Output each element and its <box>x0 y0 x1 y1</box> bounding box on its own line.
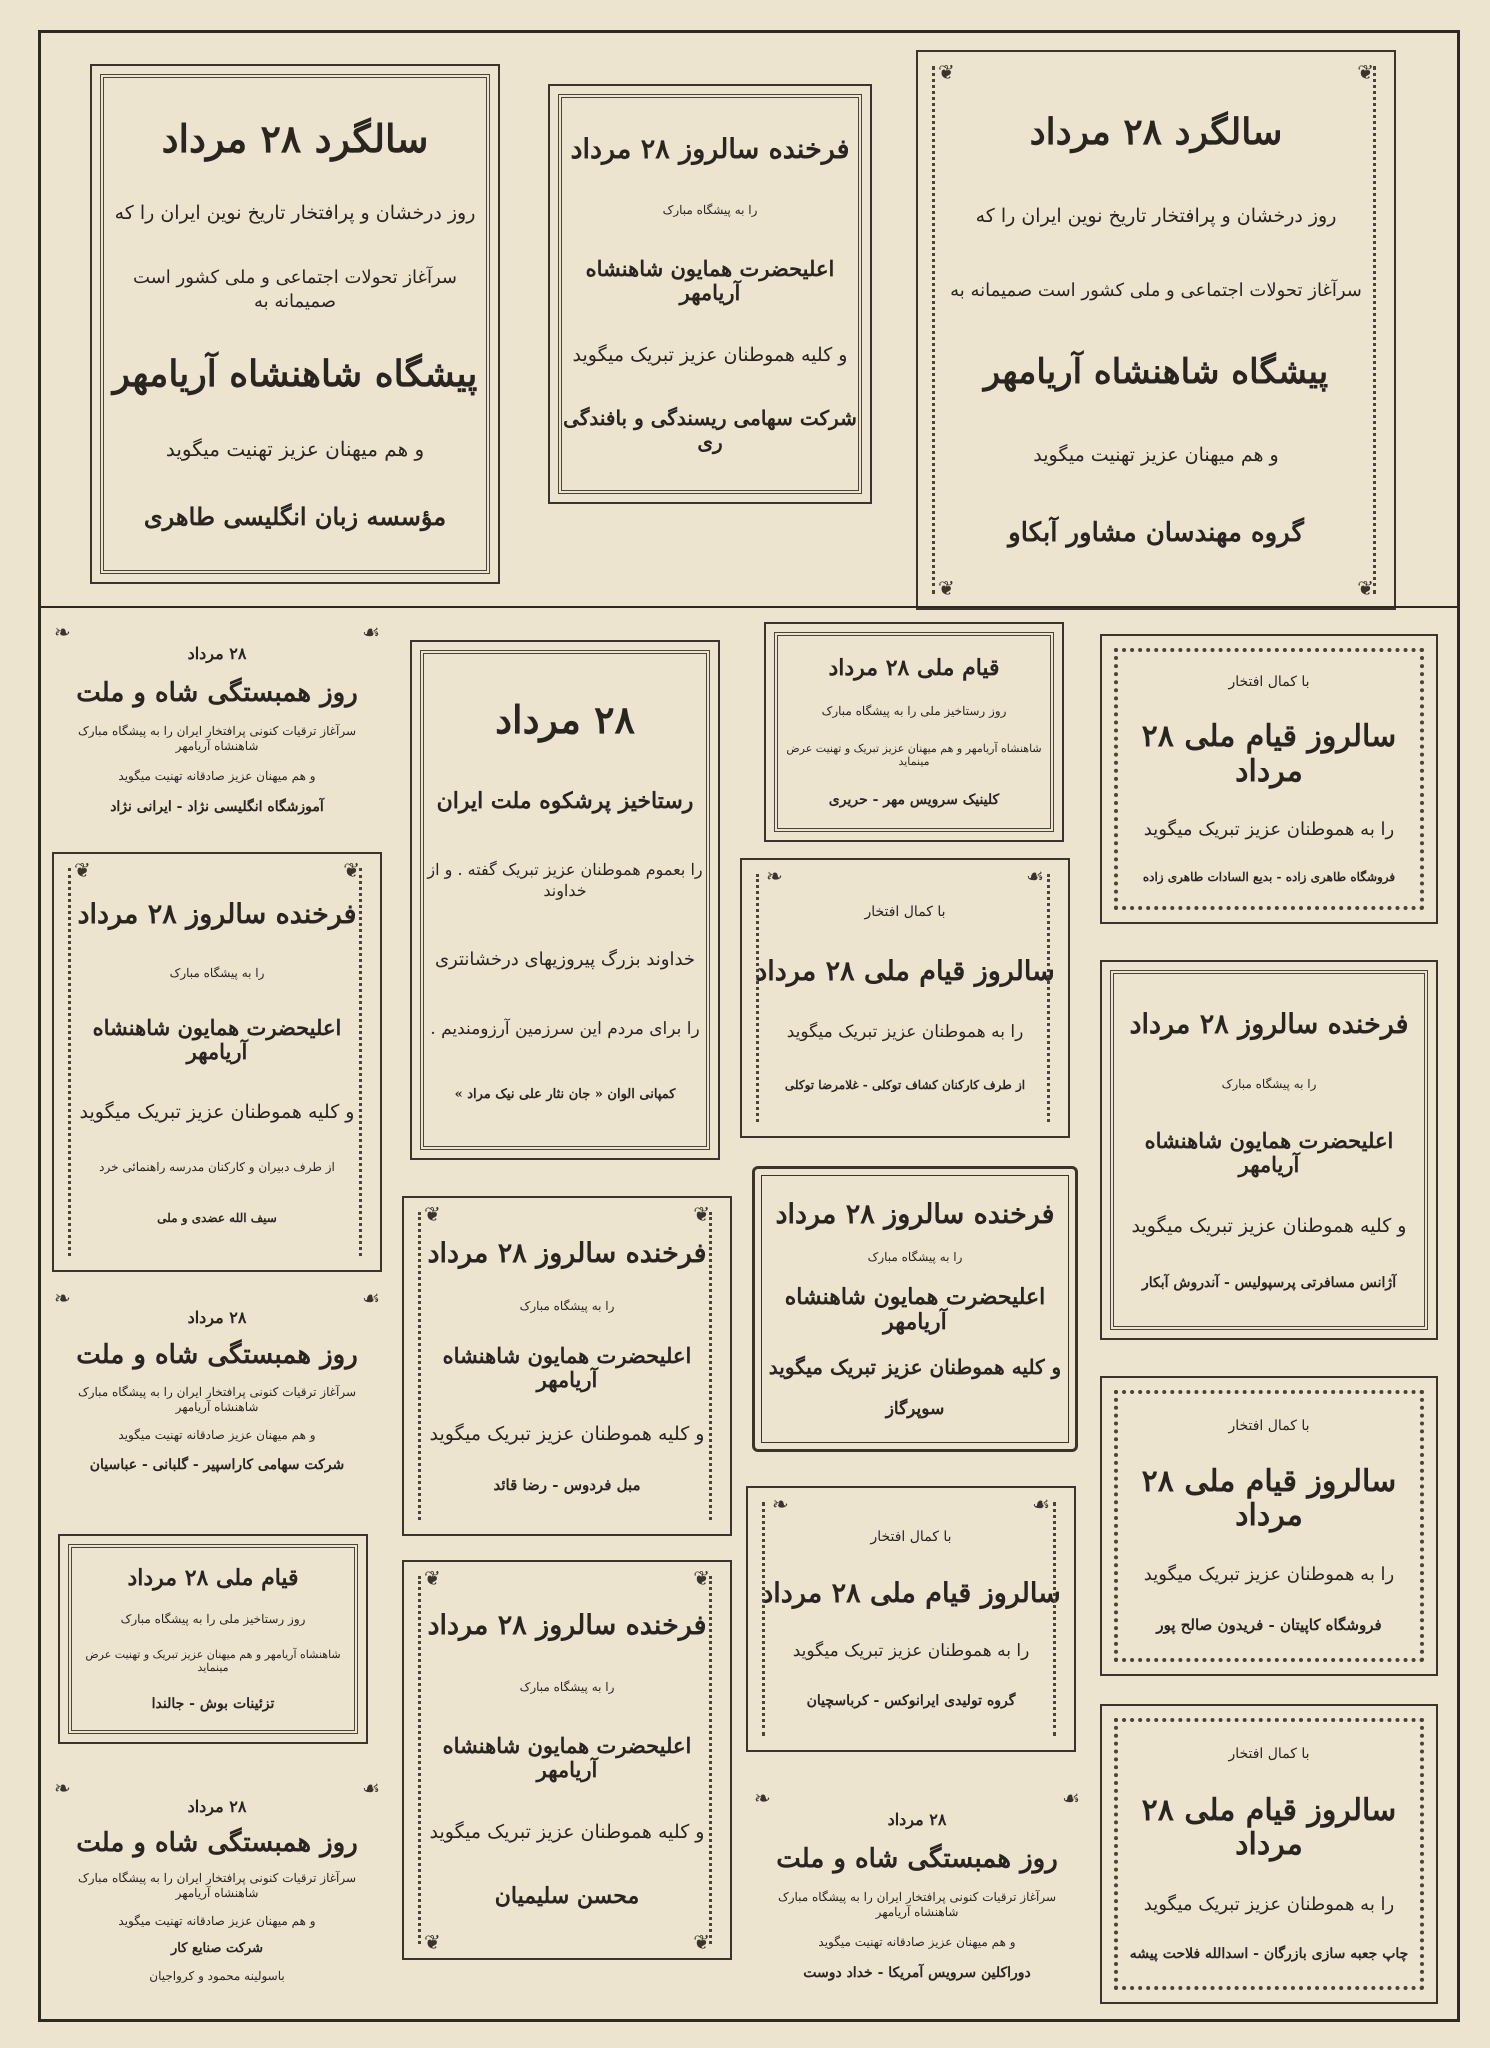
ad-headline: ۲۸ مرداد <box>495 697 635 743</box>
ad-text: سرآغاز ترقیات کنونی پرافتخار ایران را به پیشگاه مبارک شاهنشاه آریامهر <box>77 723 357 753</box>
ad-persepolis-travel <box>1100 960 1438 1340</box>
ad-text: سرآغاز ترقیات کنونی پرافتخار ایران را به پیشگاه مبارک شاهنشاه آریامهر <box>77 1384 357 1414</box>
ad-signature: گروه مهندسان مشاور آبکاو <box>1008 517 1304 548</box>
ad-headline: اعلیحضرت همایون شاهنشاه آریامهر <box>442 1732 692 1782</box>
ad-ferdows-furniture: ❦ ❦ فرخنده سالروز ۲۸ مرداد را به پیشگاه مبارک اعلیحضرت همایون شاهنشاه آریامهر و کلیه هموطنان عزیز تبریک میگوید مبل فردوس - رضا قائد <box>402 1196 732 1536</box>
ad-rey-spinning <box>548 84 872 504</box>
ad-headline: اعلیحضرت همایون شاهنشاه آریامهر <box>1144 1127 1394 1177</box>
ad-signature: مؤسسه زبان انگلیسی طاهری <box>143 502 447 532</box>
ad-text: را به هموطنان عزیز تبریک میگوید <box>1143 1564 1395 1586</box>
ad-headline: سالگرد ۲۸ مرداد <box>161 115 429 161</box>
ad-signature: چاپ جعبه سازی بازرگان - اسدالله فلاحت پیشه <box>1129 1945 1409 1962</box>
ad-text: و کلیه هموطنان عزیز تبریک میگوید <box>572 343 848 366</box>
ad-headline: رستاخیز پرشکوه ملت ایران <box>436 787 694 814</box>
ad-signature: از طرف کارکنان کشاف توکلی - غلامرضا توکلی <box>784 1077 1026 1092</box>
ad-signature: فروشگاه طاهری زاده - بدیع السادات طاهری زاده <box>1142 869 1396 884</box>
ad-date: ۲۸ مرداد <box>187 1308 247 1328</box>
ad-text: سرآغاز ترقیات کنونی پرافتخار ایران را به پیشگاه مبارک شاهنشاه آریامهر <box>777 1889 1057 1919</box>
ad-signature: شرکت سهامی کاراسپیر - گلبانی - عباسیان <box>89 1456 345 1473</box>
ad-text: را به هموطنان عزیز تبریک میگوید <box>1143 818 1395 840</box>
ad-text: سرآغاز تحولات اجتماعی و ملی کشور است صمیمانه به <box>133 267 457 312</box>
ad-headline: فرخنده سالروز ۲۸ مرداد <box>775 1199 1055 1231</box>
ad-text: را به پیشگاه مبارک <box>519 1680 615 1695</box>
ad-text: را بعموم هموطنان عزیز تبریک گفته . و از خداوند <box>427 860 703 900</box>
ad-signature: شرکت سهامی ریسندگی و بافندگی ری <box>563 405 857 454</box>
ad-karaspir-company: ❧ ☙ ۲۸ مرداد روز همبستگی شاه و ملت سرآغاز ترقیات کنونی پرافتخار ایران را به پیشگاه مبارک شاهنشاه آریامهر و هم میهنان عزیز صادقانه تهنیت میگوید شرکت سهامی کاراسپیر - گلبانی - عباسیان <box>54 1286 380 1473</box>
ad-headline: فرخنده سالروز ۲۸ مرداد <box>1129 1008 1409 1040</box>
ad-signature: سیف الله عضدی و ملی <box>157 1210 277 1225</box>
ad-taherizadeh-store <box>1100 634 1438 924</box>
column-rule <box>38 606 1460 608</box>
ad-alvan-company <box>410 640 720 1160</box>
ad-text: را به پیشگاه مبارک <box>1221 1076 1317 1091</box>
ad-text: و هم میهنان عزیز صادقانه تهنیت میگوید <box>118 1428 316 1443</box>
ad-text: را به پیشگاه مبارک <box>867 1250 963 1265</box>
ad-signature: تزئینات بوش - جالندا <box>151 1695 275 1712</box>
ad-iranox-group: ❧ ☙ با کمال افتخار سالروز قیام ملی ۲۸ مرداد را به هموطنان عزیز تبریک میگوید گروه تولیدی ایرانوکس - کرباسچیان <box>746 1486 1076 1752</box>
ad-bosch-decor <box>58 1534 368 1744</box>
ad-america-clean: ❧ ☙ ۲۸ مرداد روز همبستگی شاه و ملت سرآغاز ترقیات کنونی پرافتخار ایران را به پیشگاه مبارک شاهنشاه آریامهر و هم میهنان عزیز صادقانه تهنیت میگوید دوراکلین سرویس آمریکا - خداد دوست <box>754 1786 1080 1981</box>
ad-headline: سالروز قیام ملی ۲۸ مرداد <box>761 1577 1061 1609</box>
ad-text: با کمال افتخار <box>864 904 946 921</box>
ad-nejad-school: ❧ ☙ ۲۸ مرداد روز همبستگی شاه و ملت سرآغاز ترقیات کنونی پرافتخار ایران را به پیشگاه مبارک شاهنشاه آریامهر و هم میهنان عزیز صادقانه تهنیت میگوید آموزشگاه انگلیسی نژاد - ایرانی نژاد <box>54 620 380 815</box>
ad-headline: قیام ملی ۲۸ مرداد <box>828 655 1000 682</box>
ad-mehr-clinic <box>764 622 1064 842</box>
ad-text: را به پیشگاه مبارک <box>662 203 758 218</box>
ad-text: و هم میهنان عزیز صادقانه تهنیت میگوید <box>818 1934 1016 1949</box>
ad-headline: اعلیحضرت همایون شاهنشاه آریامهر <box>784 1284 1046 1336</box>
ad-headline: روز همبستگی شاه و ملت <box>776 1843 1058 1874</box>
ad-signature: فروشگاه کاپیتان - فریدون صالح پور <box>1156 1616 1382 1635</box>
ad-tavakoli-scouts: ❧ ☙ با کمال افتخار سالروز قیام ملی ۲۸ مرداد را به هموطنان عزیز تبریک میگوید از طرف کارکنان کشاف توکلی - غلامرضا توکلی <box>740 858 1070 1138</box>
ad-mohsen-salimian: ❦ ❦ ❦ ❦ فرخنده سالروز ۲۸ مرداد را به پیشگاه مبارک اعلیحضرت همایون شاهنشاه آریامهر و کلیه هموطنان عزیز تبریک میگوید محسن سلیمیان <box>402 1560 732 1960</box>
ad-text: با کمال افتخار <box>1228 674 1310 691</box>
ad-signature: آموزشگاه انگلیسی نژاد - ایرانی نژاد <box>110 798 324 815</box>
ad-kherad-school: ❦ ❦ فرخنده سالروز ۲۸ مرداد را به پیشگاه مبارک اعلیحضرت همایون شاهنشاه آریامهر و کلیه هموطنان عزیز تبریک میگوید از طرف دبیران و کارکنان مدرسه راهنمائی خرد سیف الله عضدی و ملی <box>52 852 382 1272</box>
ad-headline: اعلیحضرت همایون شاهنشاه آریامهر <box>585 255 835 305</box>
ad-headline: فرخنده سالروز ۲۸ مرداد <box>570 134 850 166</box>
ad-taheri-english <box>90 64 500 584</box>
ad-text: را به پیشگاه مبارک <box>169 965 265 980</box>
ad-text: سرآغاز ترقیات کنونی پرافتخار ایران را به پیشگاه مبارک شاهنشاه آریامهر <box>77 1871 357 1901</box>
ad-text: و کلیه هموطنان عزیز تبریک میگوید <box>429 1821 705 1844</box>
ad-headline: فرخنده سالروز ۲۸ مرداد <box>427 1237 707 1269</box>
ad-signature: کلینیک سرویس مهر - حریری <box>828 791 1000 808</box>
ad-text: روز رستاخیز ملی را به پیشگاه مبارک <box>821 704 1007 719</box>
ad-text: شاهنشاه آریامهر و هم میهنان عزیز تبریک و تهنیت عرض مینماید <box>85 1647 341 1675</box>
ad-text: و کلیه هموطنان عزیز تبریک میگوید <box>79 1101 355 1124</box>
ad-text: را به پیشگاه مبارک <box>519 1298 615 1313</box>
ad-text: و هم میهنان عزیز تهنیت میگوید <box>1033 443 1279 466</box>
ad-text: را به هموطنان عزیز تبریک میگوید <box>786 1022 1024 1043</box>
ad-text: روز درخشان و پرافتخار تاریخ نوین ایران را که <box>975 205 1337 228</box>
ad-headline: اعلیحضرت همایون شاهنشاه آریامهر <box>92 1015 342 1065</box>
ad-sanaye-kar: ❧ ☙ ۲۸ مرداد روز همبستگی شاه و ملت سرآغاز ترقیات کنونی پرافتخار ایران را به پیشگاه مبارک شاهنشاه آریامهر و هم میهنان عزیز صادقانه تهنیت میگوید شرکت صنایع کار باسولینه محمود و کرواجیان <box>54 1776 380 1983</box>
ad-supergas <box>752 1166 1078 1452</box>
ad-text: را برای مردم این سرزمین آرزومندیم . <box>430 1019 700 1039</box>
ad-signature: سوپرگاز <box>885 1398 945 1419</box>
ad-text: سرآغاز تحولات اجتماعی و ملی کشور است صمیمانه به <box>950 280 1362 302</box>
ad-signature: دوراکلین سرویس آمریکا - خداد دوست <box>803 1964 1031 1981</box>
ad-text: و هم میهنان عزیز صادقانه تهنیت میگوید <box>118 768 316 783</box>
ad-headline: روز همبستگی شاه و ملت <box>76 677 358 708</box>
ad-abkav-engineers: ❦ ❦ ❦ ❦ سالگرد ۲۸ مرداد روز درخشان و پرافتخار تاریخ نوین ایران را که سرآغاز تحولات اجتماعی و ملی کشور است صمیمانه به پیشگاه شاهنشاه آریامهر و هم میهنان عزیز تهنیت میگوید گروه مهندسان مشاور آبکاو <box>916 50 1396 610</box>
ad-headline: سالروز قیام ملی ۲۸ مرداد <box>1141 1463 1397 1534</box>
ad-text: روز رستاخیز ملی را به پیشگاه مبارک <box>120 1612 306 1627</box>
ad-text: با کمال افتخار <box>870 1529 952 1546</box>
ad-signature: محسن سلیمیان <box>494 1883 640 1910</box>
ad-headline: سالروز قیام ملی ۲۸ مرداد <box>1141 719 1397 789</box>
ad-text: را به هموطنان عزیز تبریک میگوید <box>792 1640 1030 1661</box>
ad-bazargan-printing <box>1100 1704 1438 2004</box>
ad-headline: سالگرد ۲۸ مرداد <box>1029 111 1283 154</box>
ad-signature: آژانس مسافرتی پرسپولیس - آندروش آبکار <box>1141 1275 1397 1292</box>
ad-signature: کمپانی الوان « جان نثار علی نیک مراد » <box>454 1086 676 1102</box>
ad-captain-store <box>1100 1376 1438 1676</box>
ad-headline: سالروز قیام ملی ۲۸ مرداد <box>1141 1792 1397 1863</box>
ad-text: و هم میهنان عزیز صادقانه تهنیت میگوید <box>118 1913 316 1928</box>
ad-text: و هم میهنان عزیز تهنیت میگوید <box>165 436 425 461</box>
ad-signature: شرکت صنایع کار <box>171 1941 263 1957</box>
ad-text: و کلیه هموطنان عزیز تبریک میگوید <box>1131 1214 1407 1237</box>
ad-headline: فرخنده سالروز ۲۸ مرداد <box>427 1610 707 1642</box>
ad-text: باسولینه محمود و کرواجیان <box>149 1968 285 1983</box>
ad-headline: پیشگاه شاهنشاه آریامهر <box>983 352 1329 393</box>
ad-text: و کلیه هموطنان عزیز تبریک میگوید <box>429 1422 705 1445</box>
ad-signature: مبل فردوس - رضا قائد <box>493 1476 641 1495</box>
ad-headline: روز همبستگی شاه و ملت <box>76 1340 358 1371</box>
ad-headline: فرخنده سالروز ۲۸ مرداد <box>77 899 357 931</box>
ad-text: از طرف دبیران و کارکنان مدرسه راهنمائی خرد <box>99 1160 335 1175</box>
ad-text: را به هموطنان عزیز تبریک میگوید <box>1143 1893 1395 1915</box>
ad-date: ۲۸ مرداد <box>187 1797 247 1817</box>
ad-headline: پیشگاه شاهنشاه آریامهر <box>112 352 478 395</box>
ad-date: ۲۸ مرداد <box>887 1810 947 1830</box>
ad-text: با کمال افتخار <box>1228 1746 1310 1763</box>
ad-headline: سالروز قیام ملی ۲۸ مرداد <box>755 956 1055 988</box>
ad-date: ۲۸ مرداد <box>187 644 247 664</box>
ad-text: و کلیه هموطنان عزیز تبریک میگوید <box>768 1354 1062 1379</box>
ad-headline: اعلیحضرت همایون شاهنشاه آریامهر <box>442 1342 692 1392</box>
ad-headline: قیام ملی ۲۸ مرداد <box>127 1565 299 1592</box>
ad-text: با کمال افتخار <box>1228 1417 1310 1434</box>
ad-text: روز درخشان و پرافتخار تاریخ نوین ایران را که <box>114 201 476 224</box>
ad-text: خداوند بزرگ پیروزیهای درخشانتری <box>434 949 696 971</box>
ad-headline: روز همبستگی شاه و ملت <box>76 1828 358 1859</box>
ad-text: شاهنشاه آریامهر و هم میهنان عزیز تبریک و تهنیت عرض مینماید <box>786 741 1042 769</box>
ad-signature: گروه تولیدی ایرانوکس - کرباسچیان <box>806 1692 1016 1709</box>
